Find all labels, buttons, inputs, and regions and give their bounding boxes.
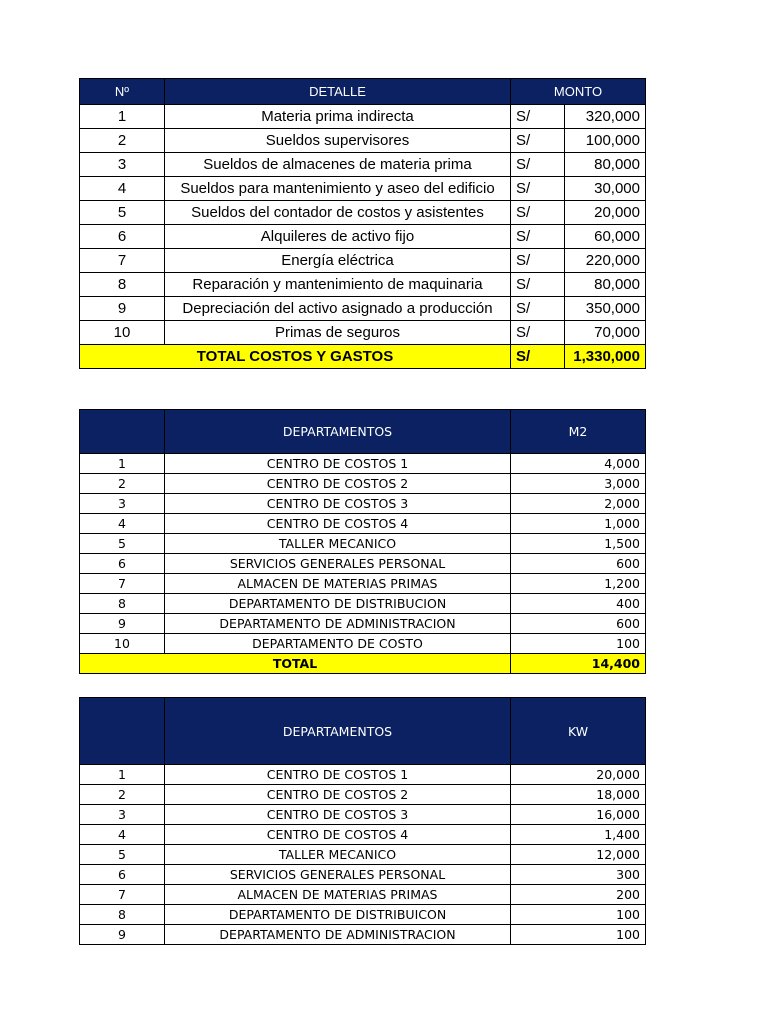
row-amount: 20,000: [565, 201, 646, 225]
row-department: DEPARTAMENTO DE DISTRIBUICON: [165, 905, 511, 925]
table-row: [80, 634, 646, 654]
table-row: [80, 321, 646, 345]
total-label: TOTAL COSTOS Y GASTOS: [80, 345, 511, 369]
row-value: 200: [511, 885, 646, 905]
row-detail: Sueldos supervisores: [165, 129, 511, 153]
row-department: DEPARTAMENTO DE COSTO: [165, 634, 511, 654]
table-row: [80, 201, 646, 225]
power-table: [79, 697, 646, 945]
row-number: 4: [80, 825, 165, 845]
row-department: DEPARTAMENTO DE ADMINISTRACION: [165, 925, 511, 945]
col-blank-header: [80, 698, 165, 765]
area-total-row: [80, 654, 646, 674]
row-amount: 220,000: [565, 249, 646, 273]
row-department: DEPARTAMENTO DE ADMINISTRACION: [165, 614, 511, 634]
row-number: 1: [80, 105, 165, 129]
table-row: [80, 554, 646, 574]
row-number: 3: [80, 805, 165, 825]
table-row: [80, 825, 646, 845]
row-number: 7: [80, 249, 165, 273]
costs-header-row: [80, 79, 646, 105]
table-row: [80, 614, 646, 634]
table-row: [80, 845, 646, 865]
row-department: CENTRO DE COSTOS 2: [165, 785, 511, 805]
table-row: [80, 105, 646, 129]
row-detail: Energía eléctrica: [165, 249, 511, 273]
table-row: [80, 885, 646, 905]
row-number: 2: [80, 785, 165, 805]
row-amount: 30,000: [565, 177, 646, 201]
row-number: 9: [80, 297, 165, 321]
row-detail: Sueldos para mantenimiento y aseo del edificio: [165, 177, 511, 201]
row-number: 2: [80, 129, 165, 153]
row-value: 12,000: [511, 845, 646, 865]
table-row: [80, 765, 646, 785]
row-number: 5: [80, 534, 165, 554]
row-value: 16,000: [511, 805, 646, 825]
table-row: [80, 297, 646, 321]
row-number: 7: [80, 574, 165, 594]
table-row: [80, 129, 646, 153]
col-amount-header: MONTO: [511, 79, 646, 105]
row-amount: 60,000: [565, 225, 646, 249]
table-row: [80, 273, 646, 297]
table-row: [80, 805, 646, 825]
table-row: [80, 454, 646, 474]
row-value: 100: [511, 634, 646, 654]
row-detail: Depreciación del activo asignado a producción: [165, 297, 511, 321]
costs-body: [80, 105, 646, 345]
row-amount: 100,000: [565, 129, 646, 153]
table-row: [80, 534, 646, 554]
row-value: 100: [511, 925, 646, 945]
row-number: 6: [80, 225, 165, 249]
row-amount: 70,000: [565, 321, 646, 345]
power-body: [80, 765, 646, 945]
row-currency: S/: [511, 297, 565, 321]
row-number: 7: [80, 885, 165, 905]
area-body: [80, 454, 646, 654]
row-value: 300: [511, 865, 646, 885]
row-number: 1: [80, 765, 165, 785]
row-value: 18,000: [511, 785, 646, 805]
row-value: 2,000: [511, 494, 646, 514]
costs-table: [79, 78, 646, 369]
row-department: TALLER MECANICO: [165, 845, 511, 865]
row-currency: S/: [511, 177, 565, 201]
col-m2-header: M2: [511, 410, 646, 454]
table-row: [80, 925, 646, 945]
col-departments-header: DEPARTAMENTOS: [165, 698, 511, 765]
row-detail: Alquileres de activo fijo: [165, 225, 511, 249]
row-department: ALMACEN DE MATERIAS PRIMAS: [165, 574, 511, 594]
col-departments-header: DEPARTAMENTOS: [165, 410, 511, 454]
area-total-label: TOTAL: [80, 654, 511, 674]
row-department: ALMACEN DE MATERIAS PRIMAS: [165, 885, 511, 905]
table-row: [80, 474, 646, 494]
row-number: 2: [80, 474, 165, 494]
row-department: CENTRO DE COSTOS 1: [165, 765, 511, 785]
row-currency: S/: [511, 321, 565, 345]
row-number: 10: [80, 634, 165, 654]
col-number-header: Nº: [80, 79, 165, 105]
row-currency: S/: [511, 225, 565, 249]
row-number: 10: [80, 321, 165, 345]
row-value: 400: [511, 594, 646, 614]
row-department: TALLER MECANICO: [165, 534, 511, 554]
table-row: [80, 177, 646, 201]
row-number: 8: [80, 594, 165, 614]
row-value: 20,000: [511, 765, 646, 785]
row-detail: Sueldos del contador de costos y asistentes: [165, 201, 511, 225]
row-value: 600: [511, 614, 646, 634]
table-row: [80, 153, 646, 177]
row-value: 100: [511, 905, 646, 925]
row-department: CENTRO DE COSTOS 2: [165, 474, 511, 494]
total-currency: S/: [511, 345, 565, 369]
row-department: CENTRO DE COSTOS 1: [165, 454, 511, 474]
row-number: 4: [80, 177, 165, 201]
area-header-row: [80, 410, 646, 454]
row-detail: Primas de seguros: [165, 321, 511, 345]
table-row: [80, 905, 646, 925]
row-detail: Sueldos de almacenes de materia prima: [165, 153, 511, 177]
table-row: [80, 249, 646, 273]
row-number: 3: [80, 494, 165, 514]
row-currency: S/: [511, 105, 565, 129]
row-number: 9: [80, 925, 165, 945]
col-kw-header: KW: [511, 698, 646, 765]
row-number: 8: [80, 273, 165, 297]
table-row: [80, 865, 646, 885]
row-amount: 350,000: [565, 297, 646, 321]
row-number: 6: [80, 554, 165, 574]
row-value: 1,500: [511, 534, 646, 554]
row-value: 4,000: [511, 454, 646, 474]
row-amount: 80,000: [565, 273, 646, 297]
row-department: CENTRO DE COSTOS 4: [165, 514, 511, 534]
row-amount: 80,000: [565, 153, 646, 177]
row-department: CENTRO DE COSTOS 4: [165, 825, 511, 845]
row-value: 1,200: [511, 574, 646, 594]
row-value: 600: [511, 554, 646, 574]
row-currency: S/: [511, 273, 565, 297]
row-department: CENTRO DE COSTOS 3: [165, 494, 511, 514]
row-detail: Reparación y mantenimiento de maquinaria: [165, 273, 511, 297]
table-row: [80, 494, 646, 514]
area-total-value: 14,400: [511, 654, 646, 674]
row-number: 6: [80, 865, 165, 885]
power-header-row: [80, 698, 646, 765]
table-row: [80, 225, 646, 249]
area-table: [79, 409, 646, 674]
total-amount: 1,330,000: [565, 345, 646, 369]
row-value: 1,000: [511, 514, 646, 534]
row-department: CENTRO DE COSTOS 3: [165, 805, 511, 825]
row-value: 1,400: [511, 825, 646, 845]
row-number: 1: [80, 454, 165, 474]
row-currency: S/: [511, 201, 565, 225]
row-department: SERVICIOS GENERALES PERSONAL: [165, 865, 511, 885]
row-number: 3: [80, 153, 165, 177]
col-blank-header: [80, 410, 165, 454]
costs-total-row: [80, 345, 646, 369]
table-row: [80, 574, 646, 594]
row-value: 3,000: [511, 474, 646, 494]
row-amount: 320,000: [565, 105, 646, 129]
row-currency: S/: [511, 249, 565, 273]
table-row: [80, 594, 646, 614]
col-detail-header: DETALLE: [165, 79, 511, 105]
row-detail: Materia prima indirecta: [165, 105, 511, 129]
table-row: [80, 785, 646, 805]
table-row: [80, 514, 646, 534]
row-number: 5: [80, 845, 165, 865]
row-currency: S/: [511, 153, 565, 177]
row-number: 5: [80, 201, 165, 225]
row-department: SERVICIOS GENERALES PERSONAL: [165, 554, 511, 574]
row-number: 8: [80, 905, 165, 925]
row-number: 9: [80, 614, 165, 634]
row-currency: S/: [511, 129, 565, 153]
row-number: 4: [80, 514, 165, 534]
row-department: DEPARTAMENTO DE DISTRIBUCION: [165, 594, 511, 614]
